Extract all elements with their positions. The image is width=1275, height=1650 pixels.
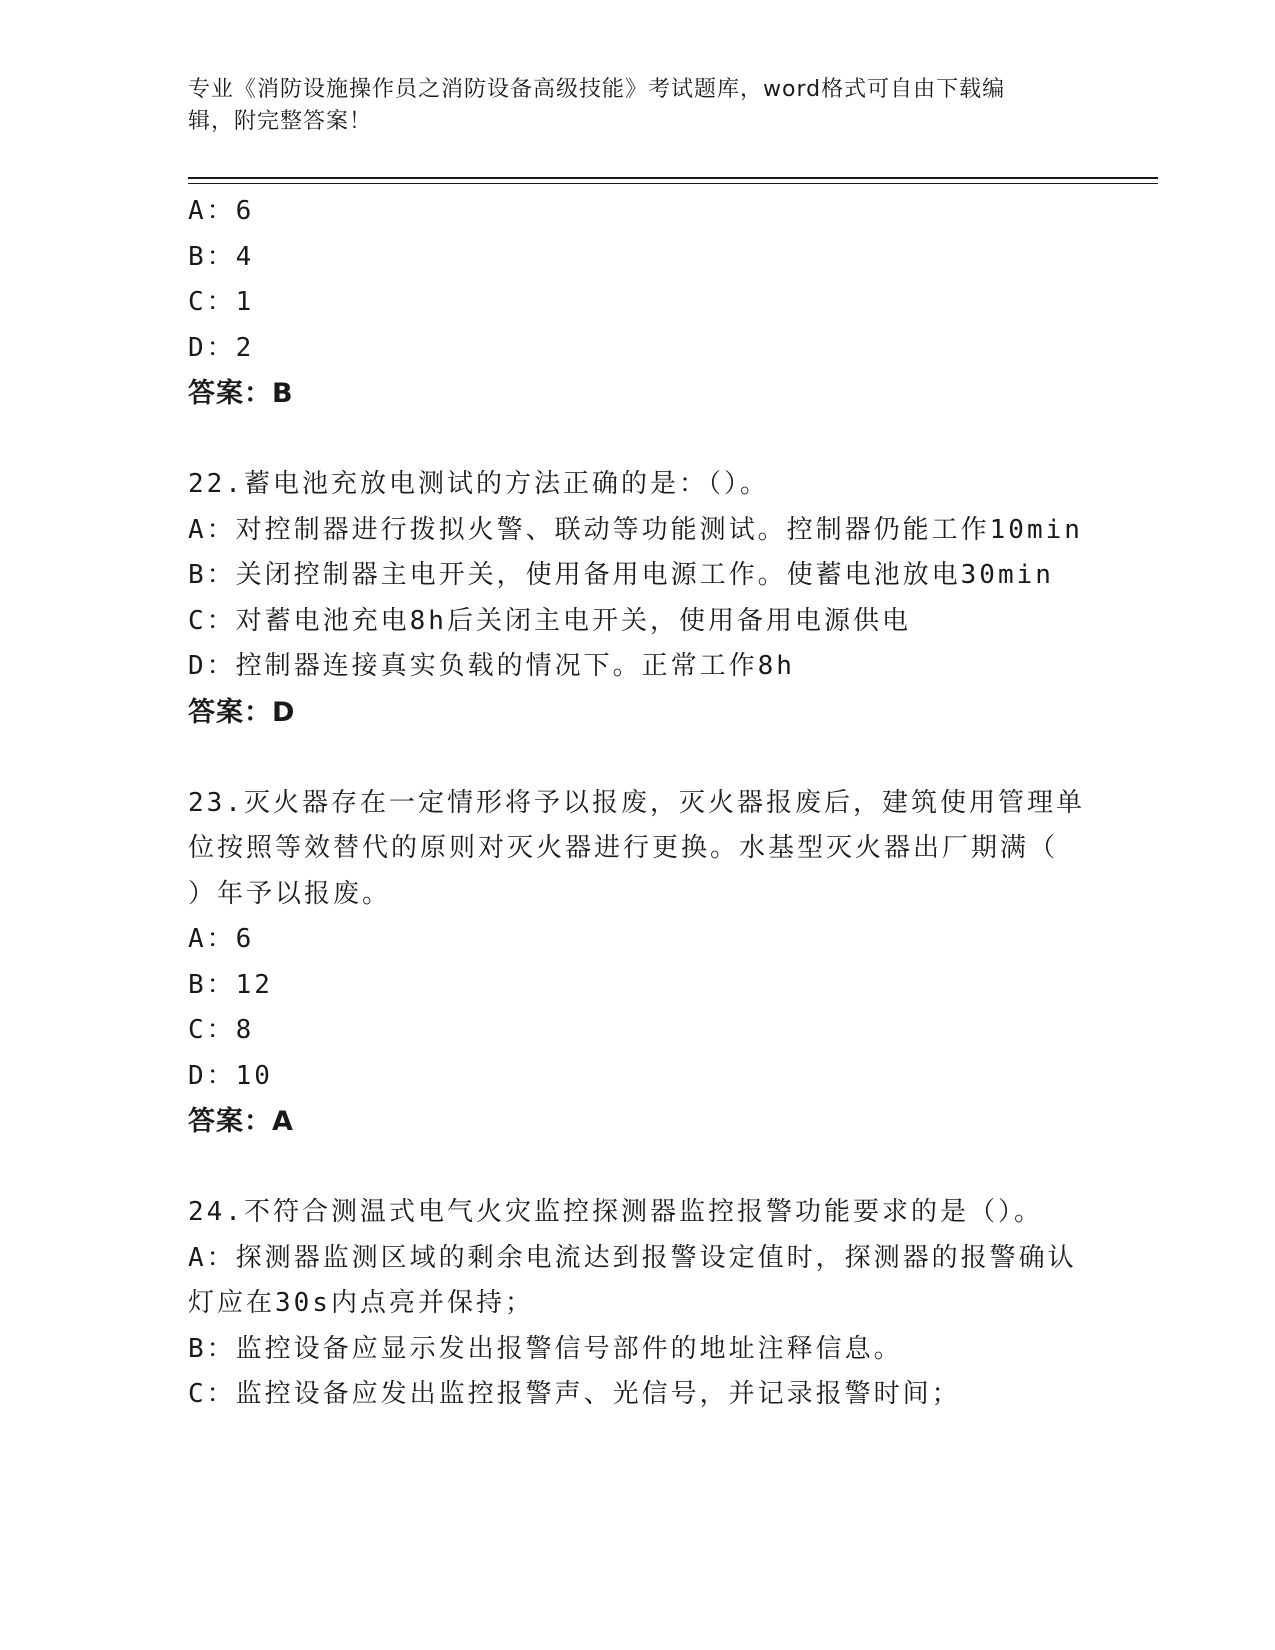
- question-stem: 22.蓄电池充放电测试的方法正确的是：（）。: [188, 469, 769, 499]
- question-stem-line-2: 位按照等效替代的原则对灭火器进行更换。水基型灭火器出厂期满（: [188, 833, 1059, 863]
- option-a-line-1: A：探测器监测区域的剩余电流达到报警设定值时，探测器的报警确认: [188, 1242, 1077, 1273]
- spacer: [188, 1145, 1088, 1191]
- page-header: [188, 74, 1088, 138]
- option-d: D：控制器连接真实负载的情况下。正常工作8h: [188, 651, 795, 681]
- question-24: [188, 1190, 1088, 1418]
- header-divider-thin: [188, 183, 1158, 184]
- question-23: [188, 781, 1088, 1145]
- option-d: D：10: [188, 1060, 273, 1091]
- question-stem: 24.不符合测温式电气火灾监控探测器监控报警功能要求的是（）。: [188, 1197, 1043, 1227]
- answer: 答案：A: [188, 1106, 294, 1137]
- spacer: [188, 735, 1088, 781]
- option-b: B：4: [188, 241, 255, 272]
- option-b: B：12: [188, 969, 273, 1000]
- option-b: B：关闭控制器主电开关，使用备用电源工作。使蓄电池放电30min: [188, 560, 1054, 590]
- option-a: A：6: [188, 924, 255, 954]
- question-stem-line-1: 23.灭火器存在一定情形将予以报废，灭火器报废后，建筑使用管理单: [188, 787, 1085, 818]
- option-a-line-2: 灯应在30s内点亮并保持；: [188, 1288, 534, 1318]
- header-divider-thick: [188, 177, 1158, 179]
- option-d: D：2: [188, 332, 255, 363]
- option-c: C：8: [188, 1015, 255, 1045]
- question-21: [188, 189, 1088, 417]
- option-c: C：1: [188, 287, 255, 317]
- answer: 答案：B: [188, 378, 294, 409]
- question-list: [188, 189, 1088, 1418]
- option-a: A：对控制器进行拨拟火警、联动等功能测试。控制器仍能工作10min: [188, 514, 1083, 545]
- header-title-line-2: 辑，附完整答案！: [188, 109, 373, 134]
- question-22: [188, 462, 1088, 735]
- spacer: [188, 417, 1088, 463]
- option-c: C：监控设备应发出监控报警声、光信号，并记录报警时间；: [188, 1379, 961, 1409]
- option-a: A：6: [188, 196, 255, 226]
- option-c: C：对蓄电池充电8h后关闭主电开关，使用备用电源供电: [188, 605, 911, 636]
- header-title-line-1: 专业《消防设施操作员之消防设备高级技能》考试题库，word格式可自由下载编: [188, 77, 1006, 102]
- answer: 答案：D: [188, 696, 296, 728]
- question-stem-line-3: ）年予以报废。: [188, 878, 392, 909]
- option-b: B：监控设备应显示发出报警信号部件的地址注释信息。: [188, 1333, 903, 1364]
